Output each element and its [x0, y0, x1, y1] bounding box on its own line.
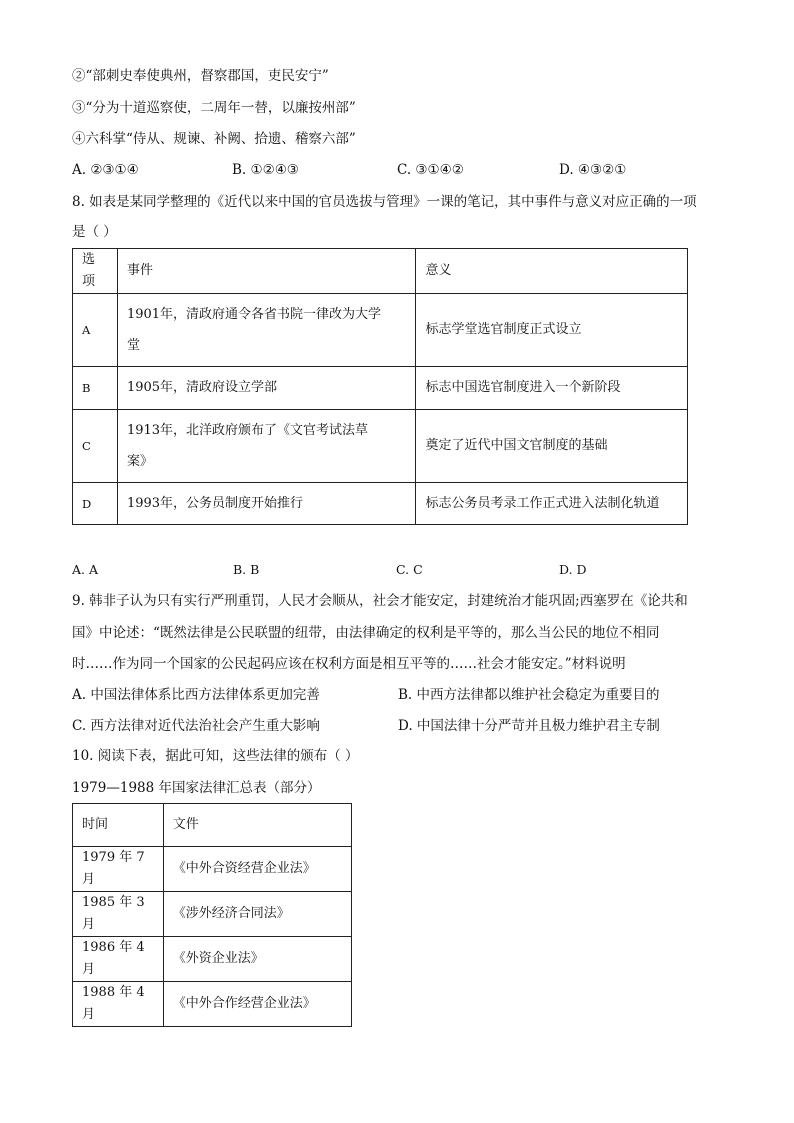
row-meaning: 标志公务员考录工作正式进入法制化轨道: [416, 483, 688, 525]
row-event: [117, 294, 416, 367]
q8-table-header: [73, 249, 688, 294]
row-document: 《外资企业法》: [163, 937, 351, 982]
row-meaning: 标志中国选官制度进入一个新阶段: [416, 367, 688, 410]
table-row: [73, 367, 688, 410]
row-option: D: [73, 483, 118, 525]
row-meaning: 奠定了近代中国文官制度的基础: [416, 410, 688, 483]
row-document: 《中外合作经营企业法》: [163, 982, 351, 1027]
q10-table: [72, 803, 352, 1027]
table-row: [73, 937, 352, 982]
header-event: 事件: [117, 249, 416, 294]
q8-stem-line2: 是（ ）: [72, 224, 117, 240]
row-event-line2: 案》: [126, 454, 153, 469]
row-event: 1993年，公务员制度开始推行: [117, 483, 416, 525]
row-event-line1: 1913年，北洋政府颁布了《文官考试法草: [126, 423, 369, 438]
q8-stem-line1: 8. 如表是某同学整理的《近代以来中国的官员选拔与管理》一课的笔记，其中事件与意义对应正确的一项: [72, 194, 697, 210]
row-time: 1986 年 4 月: [73, 937, 164, 982]
header-meaning: 意义: [416, 249, 688, 294]
q10-table-caption: 1979—1988 年国家法律汇总表（部分）: [72, 780, 321, 796]
q9-option-a: A. 中国法律体系比西方法律体系更加完善: [72, 687, 320, 703]
q7-option-d: D. ④③②①: [559, 162, 627, 178]
q8-option-c: C. C: [396, 562, 423, 577]
q7-item-2: ②“部刺史奉使典州，督察郡国，吏民安宁”: [72, 68, 329, 84]
q9-stem-line1: 9. 韩非子认为只有实行严刑重罚，人民才会顺从，社会才能安定，封建统治才能巩固;西塞罗在《论共和: [72, 593, 688, 609]
row-document: 《涉外经济合同法》: [163, 892, 351, 937]
q8-option-a: A. A: [72, 562, 99, 577]
row-event-line2: 堂: [126, 338, 140, 353]
table-row: [73, 892, 352, 937]
row-event: 1905年，清政府设立学部: [117, 367, 416, 410]
row-option: B: [73, 367, 118, 410]
q9-stem-line3: 时……作为同一个国家的公民起码应该在权利方面是相互平等的……社会才能安定。”材料说明: [72, 656, 626, 672]
header-option: 选项: [73, 249, 118, 294]
header-document: 文件: [163, 804, 351, 847]
q8-table: [72, 248, 688, 525]
table-row: [73, 483, 688, 525]
q7-option-a: A. ②③①④: [72, 162, 139, 178]
table-row: [73, 982, 352, 1027]
row-time: 1985 年 3 月: [73, 892, 164, 937]
q9-option-d: D. 中国法律十分严苛并且极力维护君主专制: [398, 718, 660, 734]
q9-stem-line2: 国》中论述：“既然法律是公民联盟的纽带，由法律确定的权利是平等的，那么当公民的地位不相同: [72, 625, 660, 641]
row-time: 1979 年 7 月: [73, 847, 164, 892]
q9-option-c: C. 西方法律对近代法治社会产生重大影响: [72, 718, 320, 734]
row-meaning: 标志学堂选官制度正式设立: [416, 294, 688, 367]
header-time: 时间: [73, 804, 164, 847]
q9-option-b: B. 中西方法律都以维护社会稳定为重要目的: [398, 687, 660, 703]
q7-option-b: B. ①②④③: [232, 162, 299, 178]
q7-item-3: ③“分为十道巡察使，二周年一替，以廉按州部”: [72, 100, 356, 116]
row-event: [117, 410, 416, 483]
row-option: C: [73, 410, 118, 483]
q10-stem: 10. 阅读下表，据此可知，这些法律的颁布（ ）: [72, 748, 359, 764]
q8-option-d: D. D: [559, 562, 587, 577]
row-document: 《中外合资经营企业法》: [163, 847, 351, 892]
table-row: [73, 410, 688, 483]
q10-table-header: [73, 804, 352, 847]
row-time: 1988 年 4 月: [73, 982, 164, 1027]
table-row: [73, 847, 352, 892]
table-row: [73, 294, 688, 367]
row-event-line1: 1901年，清政府通令各省书院一律改为大学: [126, 307, 382, 322]
q7-option-c: C. ③①④②: [397, 162, 464, 178]
q8-option-b: B. B: [233, 562, 260, 577]
row-option: A: [73, 294, 118, 367]
q7-item-4: ④六科掌“侍从、规谏、补阙、拾遗、稽察六部”: [72, 131, 356, 147]
